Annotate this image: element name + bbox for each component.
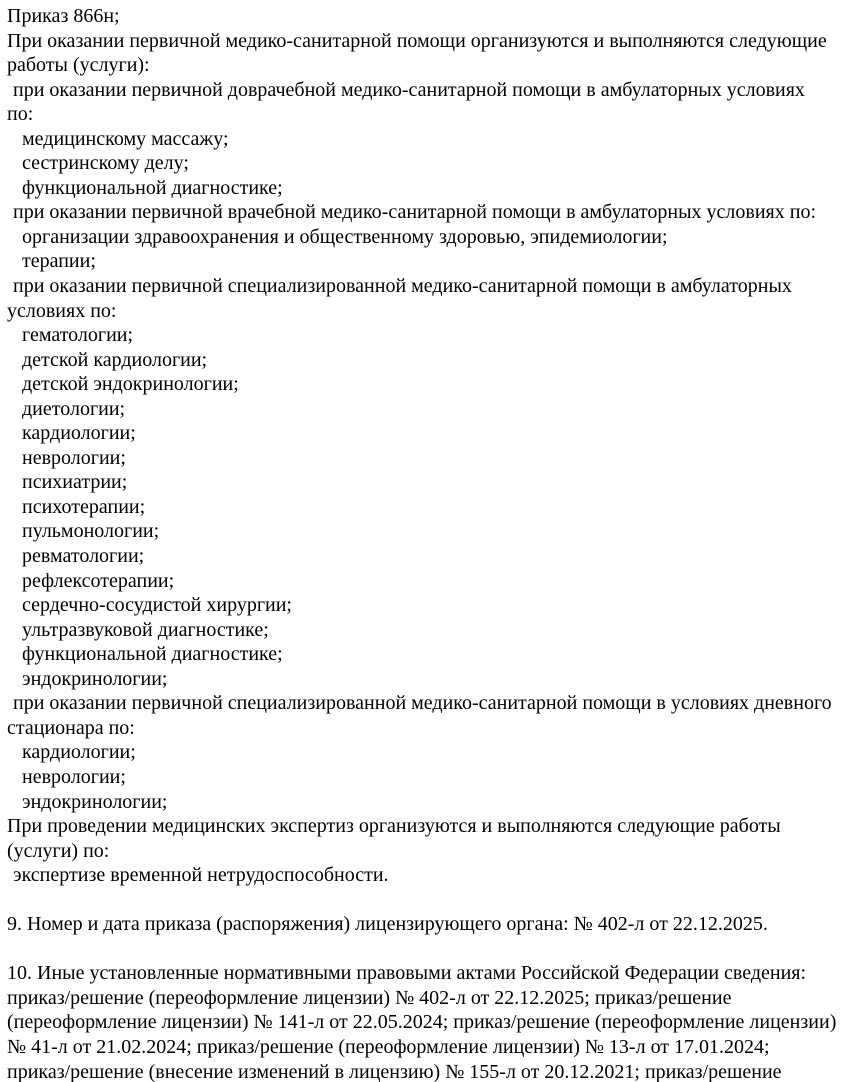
- text-line: сестринскому делу;: [22, 152, 189, 175]
- blank-line: [7, 937, 857, 962]
- text-line: неврологии;: [22, 765, 126, 788]
- text-line: терапии;: [22, 250, 96, 273]
- text-line: работы (услуги):: [7, 54, 150, 77]
- text-line: экспертизе временной нетрудоспособности.: [13, 864, 389, 887]
- text-line: по:: [7, 103, 34, 126]
- text-line: функциональной диагностике;: [22, 176, 283, 199]
- text-line: рефлексотерапии;: [22, 569, 175, 592]
- text-line: (услуги) по:: [7, 839, 110, 862]
- text-line: кардиологии;: [22, 741, 136, 764]
- text-line: психиатрии;: [22, 471, 128, 494]
- text-line: условиях по:: [7, 299, 117, 322]
- text-line: психотерапии;: [22, 495, 146, 518]
- text-line: функциональной диагностике;: [22, 643, 283, 666]
- text-line: диетологии;: [22, 397, 126, 420]
- text-line: неврологии;: [22, 446, 126, 469]
- text-line: детской эндокринологии;: [22, 373, 239, 396]
- text-line: при оказании первичной врачебной медико-санитарной помощи в амбулаторных условиях по:: [13, 201, 817, 224]
- document-text-block: [7, 4, 857, 1082]
- text-line: 10. Иные установленные нормативными правовыми актами Российской Федерации сведения:: [7, 962, 807, 985]
- text-line: пульмонологии;: [22, 520, 160, 543]
- text-line: приказ/решение (внесение изменений в лицензию) № 155-л от 20.12.2021; приказ/решение: [7, 1060, 782, 1082]
- text-line: при оказании первичной специализированной медико-санитарной помощи в условиях дневного: [13, 692, 832, 715]
- text-line: кардиологии;: [22, 422, 136, 445]
- text-line: сердечно-сосудистой хирургии;: [22, 594, 292, 617]
- text-line: При оказании первичной медико-санитарной помощи организуются и выполняются следующие: [7, 29, 827, 52]
- blank-line: [7, 888, 857, 913]
- text-line: при оказании первичной доврачебной медико-санитарной помощи в амбулаторных условиях: [13, 78, 805, 101]
- text-line: ревматологии;: [22, 545, 145, 568]
- text-line: приказ/решение (переоформление лицензии) № 402-л от 22.12.2025; приказ/решение: [7, 986, 732, 1009]
- text-line: При проведении медицинских экспертиз организуются и выполняются следующие работы: [7, 815, 781, 838]
- text-line: эндокринологии;: [22, 667, 168, 690]
- text-line: ультразвуковой диагностике;: [22, 618, 269, 641]
- text-line: при оказании первичной специализированной медико-санитарной помощи в амбулаторных: [13, 275, 792, 298]
- text-line: детской кардиологии;: [22, 348, 208, 371]
- text-line: № 41-л от 21.02.2024; приказ/решение (переоформление лицензии) № 13-л от 17.01.2024;: [7, 1035, 770, 1058]
- text-line: (переоформление лицензии) № 141-л от 22.05.2024; приказ/решение (переоформление лицензии): [7, 1011, 837, 1034]
- text-line: 9. Номер и дата приказа (распоряжения) лицензирующего органа: № 402-л от 22.12.2025.: [7, 913, 768, 936]
- text-line: эндокринологии;: [22, 790, 168, 813]
- text-line: гематологии;: [22, 324, 134, 347]
- text-line: стационара по:: [7, 716, 135, 739]
- text-line: медицинскому массажу;: [22, 127, 229, 150]
- text-line: Приказ 866н;: [7, 5, 120, 27]
- text-line: организации здравоохранения и общественному здоровью, эпидемиологии;: [22, 225, 668, 248]
